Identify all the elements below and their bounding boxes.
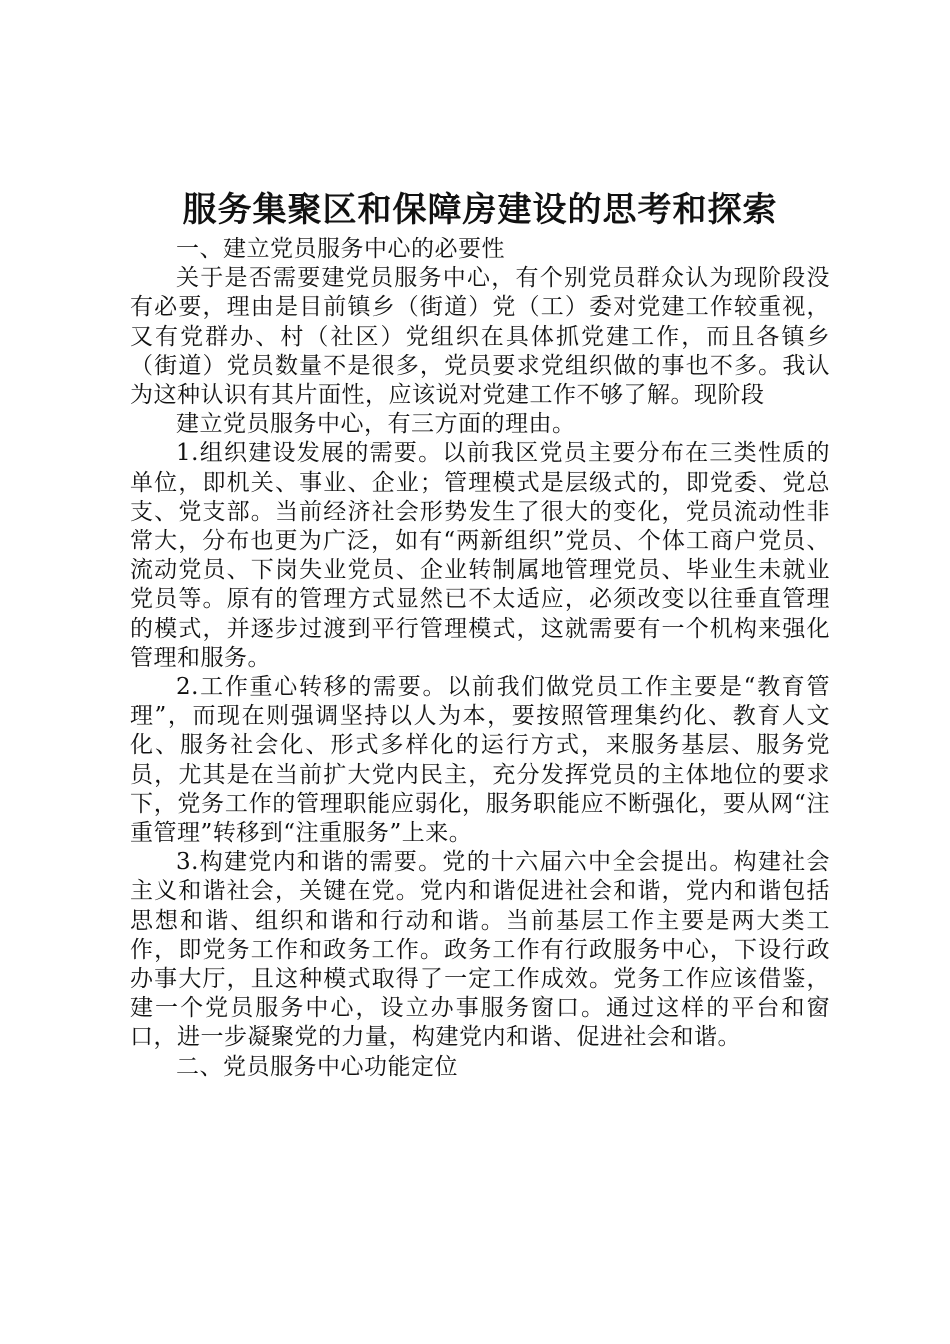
paragraph-background: 关于是否需要建党员服务中心，有个别党员群众认为现阶段没有必要，理由是目前镇乡（街道）党（工）委对党建工作较重视，又有党群办、村（社区）党组织在具体抓党建工作，而且各镇乡（街道）党员数量不是很多，党员要求党组织做的事也不多。我认为这种认识有其片面性，应该说对党建工作不够了解。现阶段 [130,265,830,409]
document-title: 服务集聚区和保障房建设的思考和探索 [182,190,778,230]
paragraph-reason-3: 3.构建党内和谐的需要。党的十六届六中全会提出。构建社会主义和谐社会，关键在党。党内和谐促进社会和谐，党内和谐包括思想和谐、组织和谐和行动和谐。当前基层工作主要是两大类工作，即党务工作和政务工作。政务工作有行政服务中心，下设行政办事大厅，且这种模式取得了一定工作成效。党务工作应该借鉴，建一个党员服务中心，设立办事服务窗口。通过这样的平台和窗口，进一步凝聚党的力量，构建党内和谐、促进社会和谐。 [130,849,830,1051]
section-heading-1: 一、建立党员服务中心的必要性 [176,236,505,262]
paragraph-reason-1: 1.组织建设发展的需要。以前我区党员主要分布在三类性质的单位，即机关、事业、企业；管理模式是层级式的，即党委、党总支、党支部。当前经济社会形势发生了很大的变化，党员流动性非常大，分布也更为广泛，如有“两新组织”党员、个体工商户党员、流动党员、下岗失业党员、企业转制属地管理党员、毕业生未就业党员等。原有的管理方式显然已不太适应，必须改变以往垂直管理的模式，并逐步过渡到平行管理模式，这就需要有一个机构来强化管理和服务。 [130,440,830,671]
document-page [130,185,830,1082]
section-heading-2: 二、党员服务中心功能定位 [176,1053,458,1080]
paragraph-reason-2: 2.工作重心转移的需要。以前我们做党员工作主要是“教育管理”，而现在则强调坚持以人为本，要按照管理集约化、教育人文化、服务社会化、形式多样化的运行方式，来服务基层、服务党员，尤其是在当前扩大党内民主，充分发挥党员的主体地位的要求下，党务工作的管理职能应弱化，服务职能应不断强化，要从网“注重管理”转移到“注重服务”上来。 [130,674,830,847]
paragraph-three-reasons: 建立党员服务中心，有三方面的理由。 [176,411,576,438]
